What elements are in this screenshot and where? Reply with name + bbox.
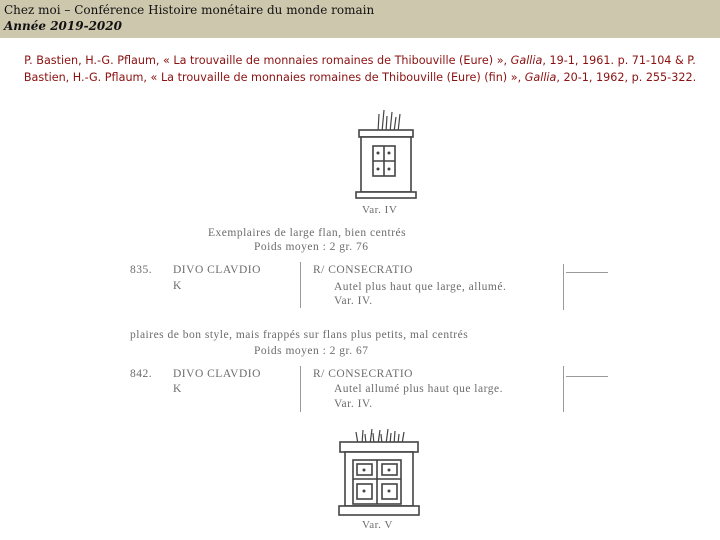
- citation-part-2: , 19-1, 1961. p. 71-104 & P. Bastien, H.-G. Pflaum, « La trouvaille de monnaies romaines de Thibouville (Eure) (fin) »,: [23, 54, 696, 84]
- entry-835-mint: K: [173, 280, 182, 292]
- group-intro-2-weight: Poids moyen : 2 gr. 67: [254, 345, 369, 357]
- var-v-caption: Var. V: [362, 519, 393, 531]
- group-intro-1: Exemplaires de large flan, bien centrés: [208, 227, 407, 239]
- entry-842-margin-tick: [566, 376, 608, 377]
- entry-835-reverse: R/ CONSECRATIO: [313, 264, 413, 276]
- entry-835-divider: [300, 262, 301, 308]
- altar-var-v-drawing: [336, 426, 428, 518]
- group-intro-2: plaires de bon style, mais frappés sur flans plus petits, mal centrés: [130, 329, 469, 341]
- entry-835-variant: Var. IV.: [334, 295, 373, 307]
- header-subtitle: Année 2019-2020: [4, 19, 122, 33]
- entry-835-description: Autel plus haut que large, allumé.: [334, 281, 507, 293]
- entry-835-obverse: DIVO CLAVDIO: [173, 264, 261, 276]
- entry-842-description: Autel allumé plus haut que large.: [334, 383, 503, 395]
- entry-842-divider: [300, 366, 301, 412]
- citation-journal-2: Gallia: [524, 71, 557, 84]
- citation-part-1: P. Bastien, H.-G. Pflaum, « La trouvaille de monnaies romaines de Thibouville (Eure) »,: [24, 54, 511, 67]
- entry-835-margin-bar: [563, 264, 564, 310]
- entry-835-margin-tick: [566, 272, 608, 273]
- citation-part-3: , 20-1, 1962, p. 255-322.: [556, 71, 697, 84]
- entry-842-number: 842.: [130, 368, 153, 380]
- entry-842-mint: K: [173, 383, 182, 395]
- citation-journal-1: Gallia: [510, 54, 543, 67]
- entry-842-variant: Var. IV.: [334, 398, 373, 410]
- entry-842-margin-bar: [563, 366, 564, 412]
- var-iv-caption: Var. IV: [362, 204, 398, 216]
- header-title: Chez moi – Conférence Histoire monétaire du monde romain: [4, 3, 375, 17]
- altar-var-iv-drawing: [352, 108, 422, 200]
- entry-842-reverse: R/ CONSECRATIO: [313, 368, 413, 380]
- entry-835-number: 835.: [130, 264, 153, 276]
- entry-842-obverse: DIVO CLAVDIO: [173, 368, 261, 380]
- group-intro-1-weight: Poids moyen : 2 gr. 76: [254, 241, 369, 253]
